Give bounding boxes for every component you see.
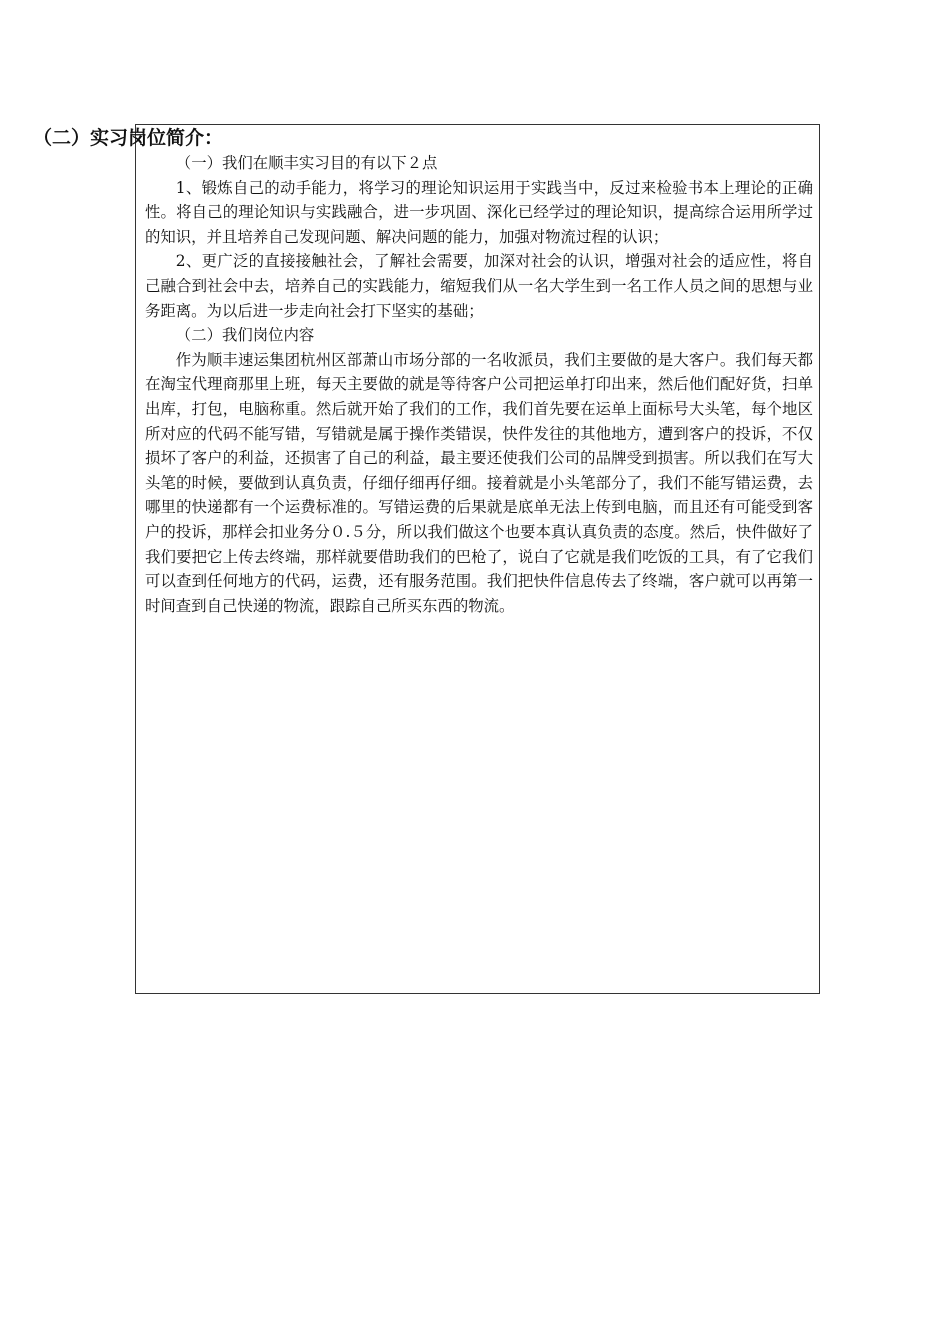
job-description-paragraph: 作为顺丰速运集团杭州区部萧山市场分部的一名收派员，我们主要做的是大客户。我们每天都在淘宝代理商那里上班，每天主要做的就是等待客户公司把运单打印出来，然后他们配好货，扫单出库，打包，电脑称重。然后就开始了我们的工作，我们首先要在运单上面标号大头笔，每个地区所对应的代码不能写错，写错就是属于操作类错误，快件发往的其他地方，遭到客户的投诉，不仅损坏了客户的利益，还损害了自己的利益，最主要还使我们公司的品牌受到损害。所以我们在写大头笔的时候，要做到认真负责，仔细仔细再仔细。接着就是小头笔部分了，我们不能写错运费，去哪里的快递都有一个运费标准的。写错运费的后果就是底单无法上传到电脑，而且还有可能受到客户的投诉，那样会扣业务分０.５分，所以我们做这个也要本真认真负责的态度。然后，快件做好了我们要把它上传去终端，那样就要借助我们的巴枪了，说白了它就是我们吃饭的工具，有了它我们可以查到任何地方的代码，运费，还有服务范围。我们把快件信息传去了终端，客户就可以再第一时间查到自己快递的物流，跟踪自己所买东西的物流。 [145, 350, 813, 615]
purpose-point-1: 1、锻炼自己的动手能力，将学习的理论知识运用于实践当中，反过来检验书本上理论的正确性。将自己的理论知识与实践融合，进一步巩固、深化已经学过的理论知识，提高综合运用所学过的知识，并且培养自己发现问题、解决问题的能力，加强对物流过程的认识； [145, 178, 813, 246]
purpose-point-2: 2、更广泛的直接接触社会，了解社会需要，加深对社会的认识，增强对社会的适应性，将自己融合到社会中去，培养自己的实践能力，缩短我们从一名大学生到一名工作人员之间的思想与业务距离。为以后进一步走向社会打下坚实的基础； [145, 252, 813, 320]
subsection-heading-job-content: （二）我们岗位内容 [175, 326, 315, 345]
section-heading: （二）实习岗位简介： [33, 127, 224, 149]
subsection-heading-purpose: （一）我们在顺丰实习目的有以下２点 [175, 154, 438, 172]
content-text-area [145, 151, 813, 618]
